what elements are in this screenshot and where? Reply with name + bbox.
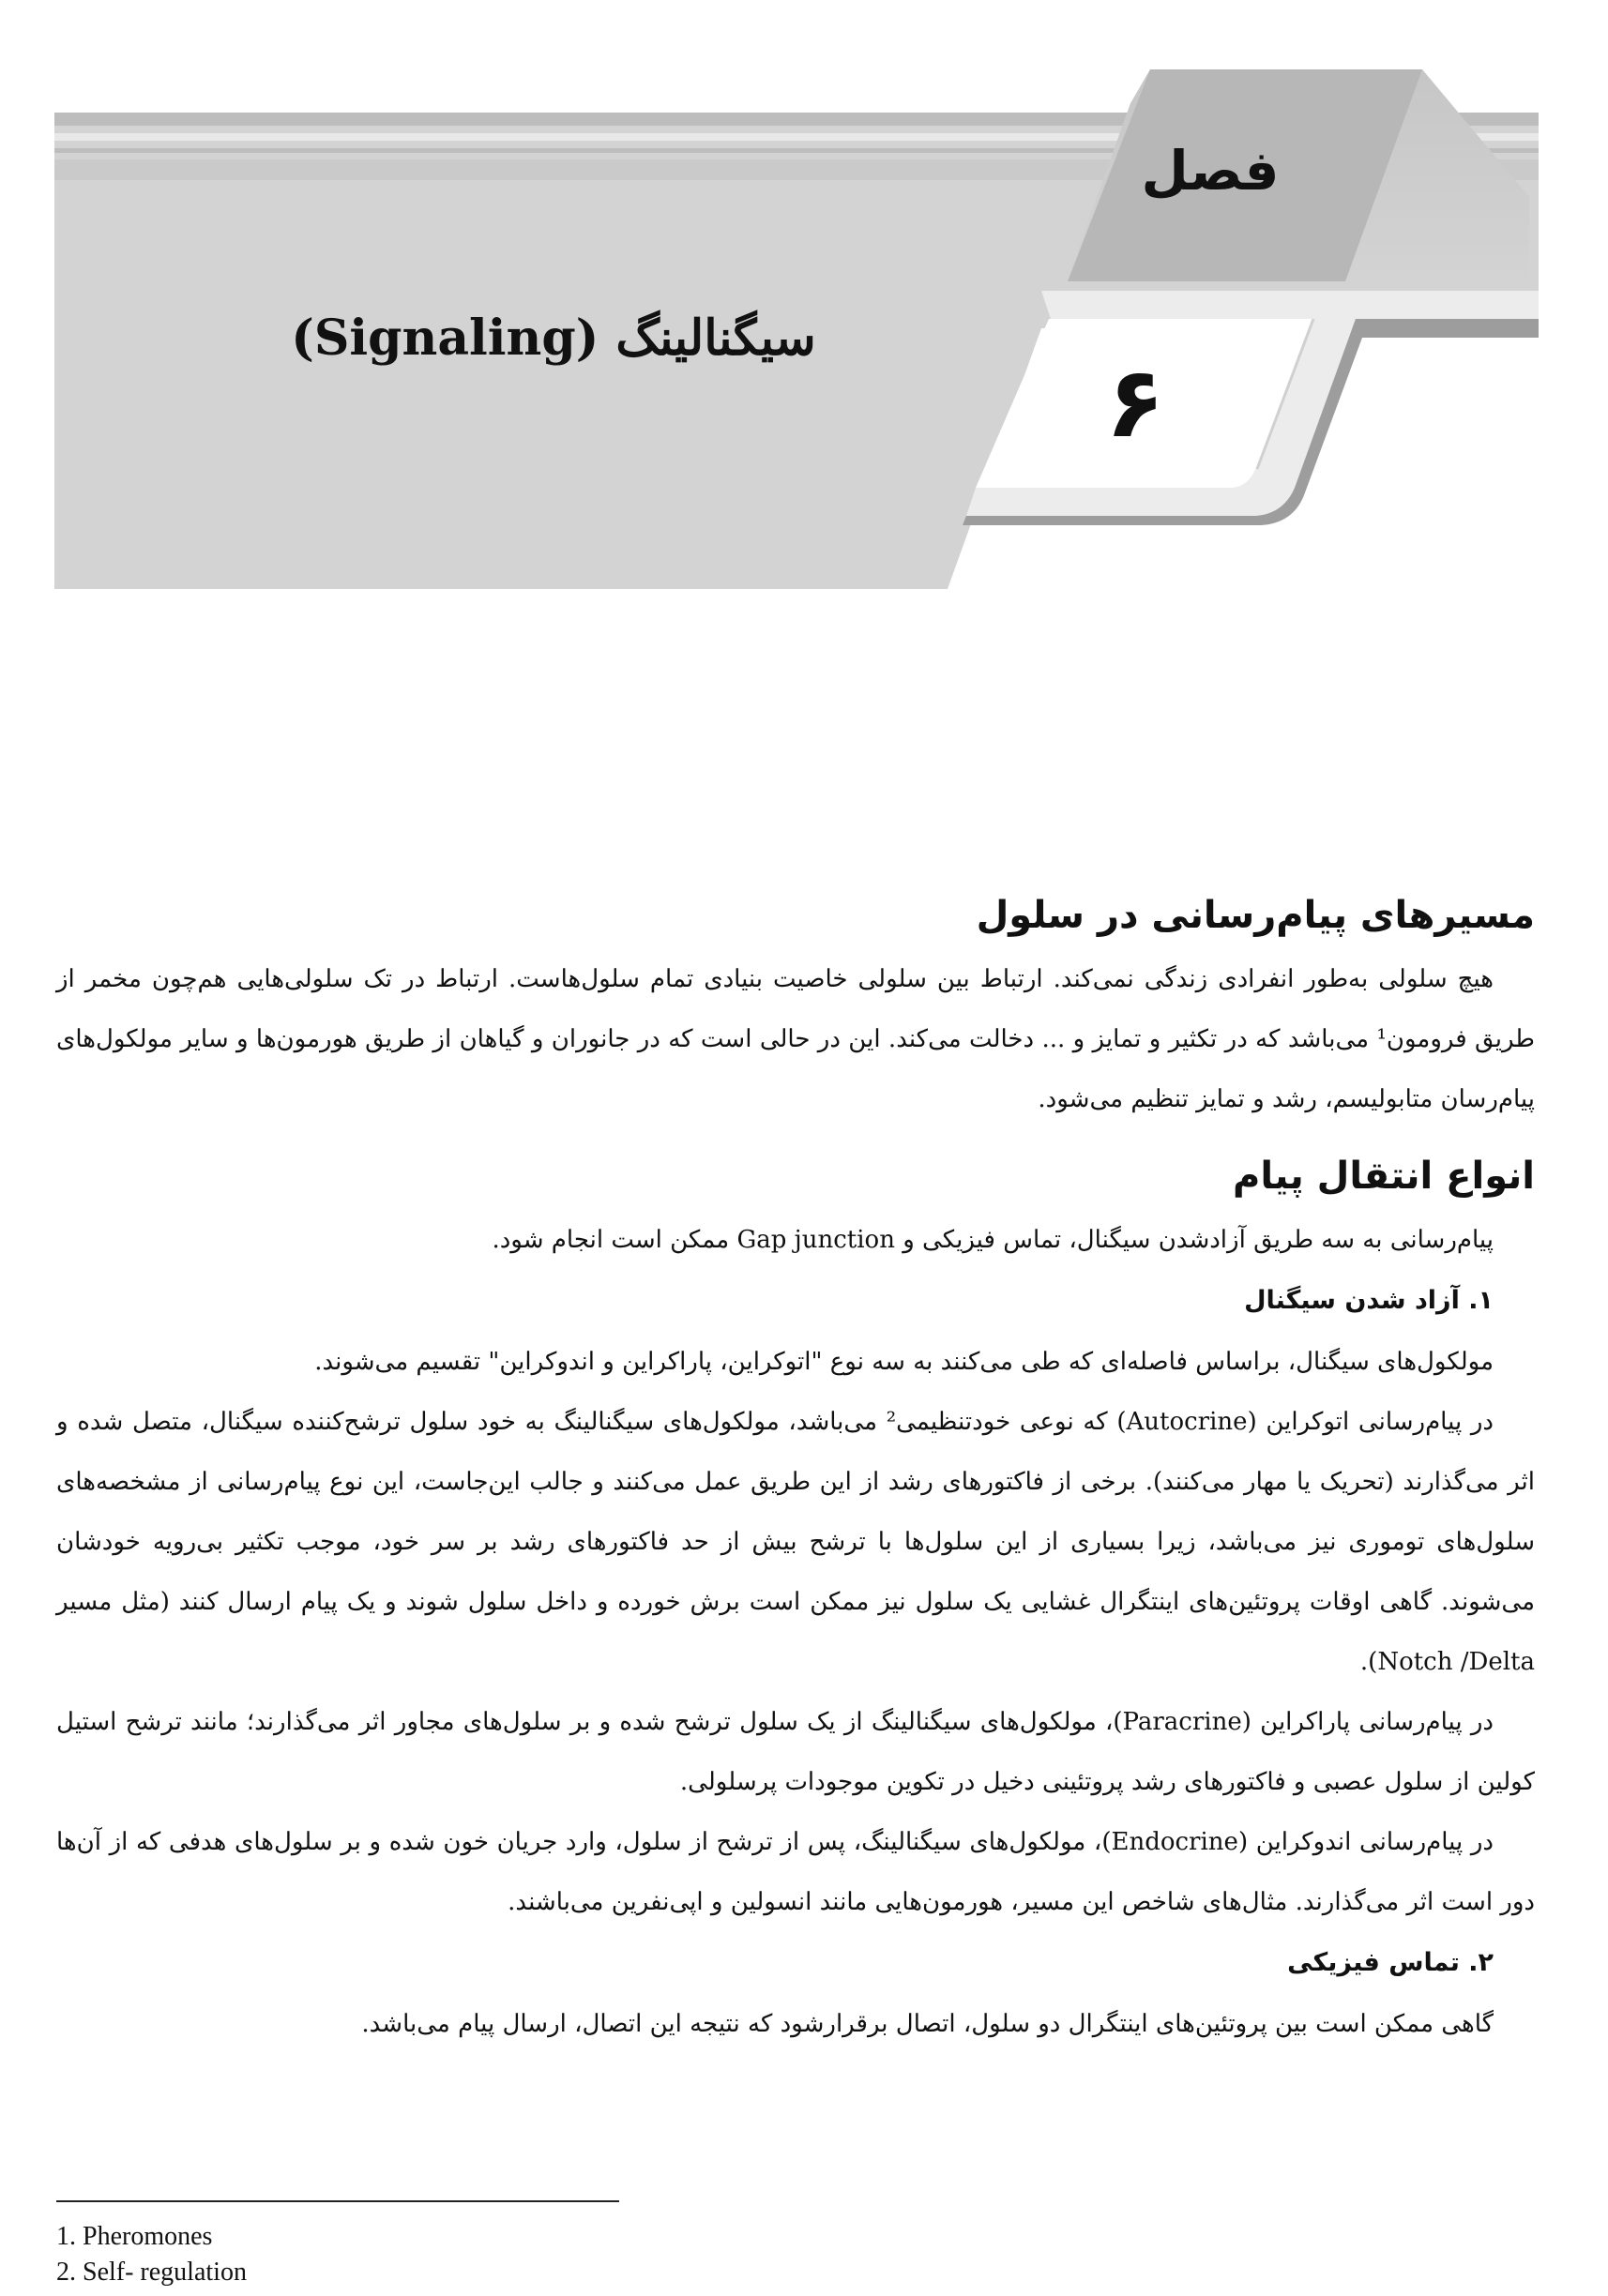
paragraph-paracrine: در پیام‌رسانی پاراکراین (Paracrine)، مولکول‌های سیگنالینگ از یک سلول ترشح شده و بر سلول‌های مجاور اثر می‌گذارند؛ مانند ترشح استیل کولین از سلول عصبی و فاکتورهای رشد پروتئینی دخیل در تکوین موجودات پرسلولی.: [56, 1708, 1535, 1796]
chapter-number: ۶: [1105, 345, 1165, 460]
section-heading-pathways: مسیرهای پیام‌رسانی در سلول: [976, 894, 1535, 937]
footnote-divider: [56, 2200, 619, 2202]
paragraph-signal-release: مولکول‌های سیگنال، براساس فاصله‌ای که طی می‌کنند به سه نوع "اتوکراین، پاراکراین و اندوکراین" تقسیم می‌شوند.: [314, 1348, 1494, 1376]
footnote-1: 1. Pheromones: [56, 2222, 213, 2251]
chapter-banner: [0, 0, 1608, 619]
page-body: [56, 882, 1535, 2054]
footnote-2: 2. Self- regulation: [56, 2258, 247, 2287]
section-heading-transmission: انواع انتقال پیام: [1233, 1155, 1535, 1198]
chapter-label: فصل: [1141, 139, 1280, 203]
paragraph-physical-contact: گاهی ممکن است بین پروتئین‌های اینتگرال دو سلول، اتصال برقرارشود که نتیجه این اتصال، ارسال پیام می‌باشد.: [361, 2010, 1494, 2038]
paragraph-endocrine: در پیام‌رسانی اندوکراین (Endocrine)، مولکول‌های سیگنالینگ، پس از ترشح از سلول، وارد جریان خون شده و بر سلول‌های هدفی که از آن‌ها دور است اثر می‌گذارند. مثال‌های شاخص این مسیر، هورمون‌هایی مانند انسولین و اپی‌نفرین می‌باشند.: [56, 1828, 1535, 1916]
footnotes: [56, 2200, 619, 2290]
chapter-title: سیگنالینگ (Signaling): [291, 310, 816, 367]
paragraph-transmission-intro: پیام‌رسانی به سه طریق آزادشدن سیگنال، تماس فیزیکی و Gap junction ممکن است انجام شود.: [492, 1226, 1494, 1254]
paragraph-autocrine: در پیام‌رسانی اتوکراین (Autocrine) که نوعی خودتنظیمی² می‌باشد، مولکول‌های سیگنالینگ به خود سلول ترشح‌کننده سیگنال، متصل شده و اثر می‌گذارند (تحریک یا مهار می‌کنند). برخی از فاکتورهای رشد از این طریق عمل می‌کنند و جالب این‌جاست، این نوع پیام‌رسانی از مشخصه‌های سلول‌های توموری نیز می‌باشد، زیرا بسیاری از این سلول‌ها با ترشح بیش از حد فاکتورهای رشد بر سر خود، موجب تکثیر بی‌رویه خودشان می‌شوند. گاهی اوقات پروتئین‌های اینتگرال غشایی یک سلول نیز ممکن است برش خورده و داخل سلول شوند و یک پیام ارسال کنند (مثل مسیر Notch /Delta).: [56, 1408, 1535, 1676]
subheading-signal-release: ۱. آزاد شدن سیگنال: [1244, 1286, 1494, 1315]
paragraph-intro: هیچ سلولی به‌طور انفرادی زندگی نمی‌کند. ارتباط بین سلولی خاصیت بنیادی تمام سلول‌هاست. ارتباط در تک سلولی‌هایی هم‌چون مخمر از طریق فرومون¹ می‌باشد که در تکثیر و تمایز و ... دخالت می‌کند. این در حالی است که در جانوران و گیاهان از طریق هورمون‌ها و سایر مولکول‌های پیام‌رسان متابولیسم، رشد و تمایز تنظیم می‌شود.: [56, 965, 1535, 1113]
subheading-physical-contact: ۲. تماس فیزیکی: [1287, 1948, 1494, 1977]
